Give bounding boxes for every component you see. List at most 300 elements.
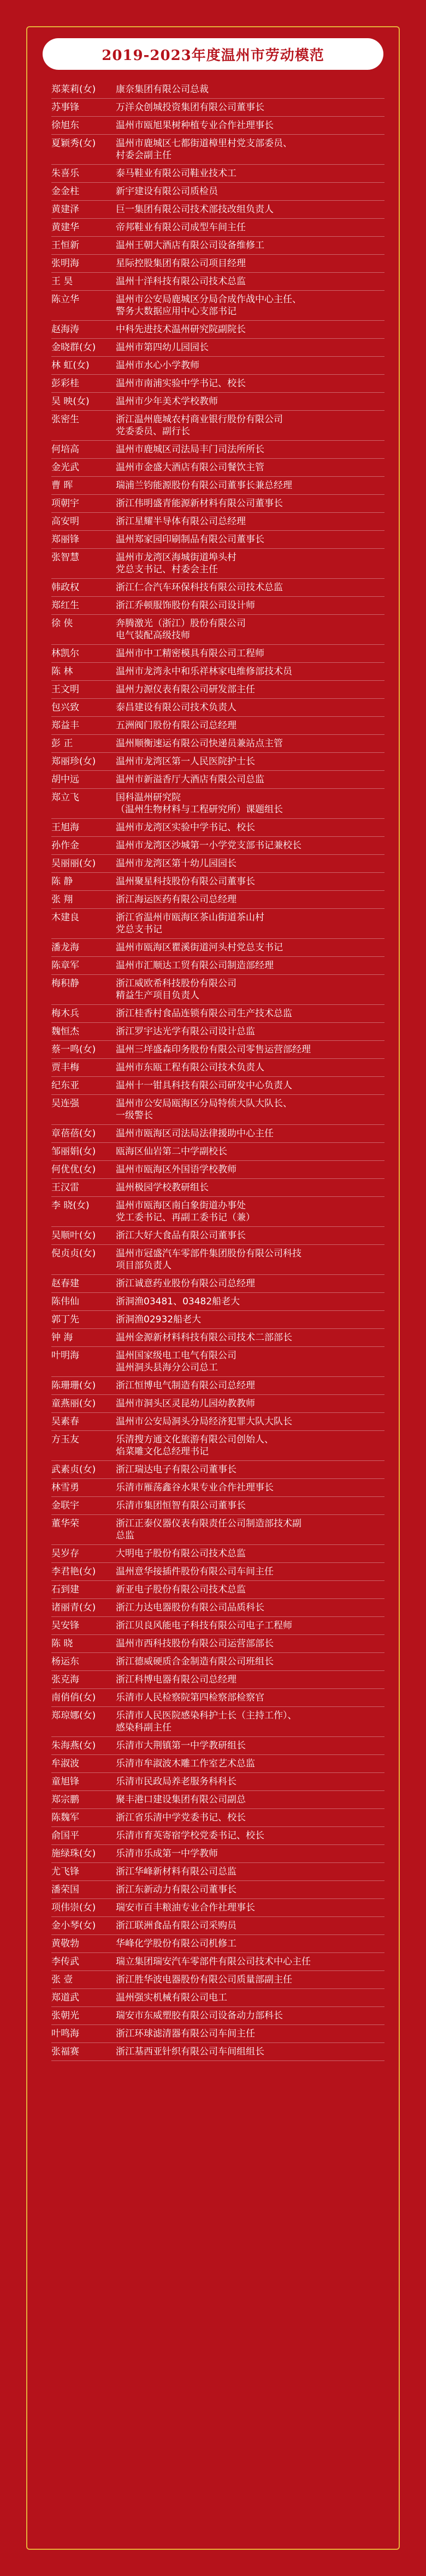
honoree-description [116, 2010, 384, 2022]
honoree-description-line: 奔腾激光（浙江）股份有限公司 [116, 618, 246, 629]
honoree-description-line: 温州市水心小学教师 [116, 360, 199, 371]
honoree-name: 武素贞(女) [51, 1464, 96, 1475]
honoree-description [116, 1278, 384, 1290]
honoree-entry [51, 939, 384, 957]
honoree-name: 曹 晖 [51, 480, 73, 491]
honoree-description [116, 378, 384, 390]
honoree-entry [51, 1095, 384, 1125]
honoree-description-line: 温州市龙湾区实验中学书记、校长 [116, 822, 255, 833]
honoree-description [116, 1956, 384, 1968]
honoree-name: 张克海 [51, 1674, 79, 1685]
honoree-description [116, 1296, 384, 1308]
honoree-name: 俞国平 [51, 1830, 79, 1841]
honoree-description [116, 2028, 384, 2040]
honoree-description [116, 83, 384, 95]
honoree-entry [51, 219, 384, 237]
honoree-entry [51, 135, 384, 165]
honoree-description [116, 1182, 384, 1194]
honoree-description [116, 1794, 384, 1806]
honoree-description-line: 浙江环球滤清器有限公司车间主任 [116, 2028, 255, 2039]
honoree-name: 夏颖秀(女) [51, 138, 96, 149]
honoree-entry [51, 1881, 384, 1899]
honoree-entry [51, 165, 384, 183]
honoree-description [116, 1332, 384, 1344]
honoree-description-line: 瑞安市百丰粮油专业合作社理事长 [116, 1902, 255, 1913]
honoree-entry [51, 255, 384, 273]
honoree-name: 何培高 [51, 444, 79, 455]
honoree-entry [51, 735, 384, 753]
honoree-description-line: 一级警长 [116, 1110, 153, 1121]
honoree-description-line: 温州市瓯旭果树种植专业合作社理事长 [116, 120, 274, 131]
honoree-description-line: 电气装配高级技师 [116, 630, 190, 641]
honoree-name: 金联宇 [51, 1500, 79, 1511]
honoree-description [116, 1620, 384, 1632]
honoree-description-line: 温州市少年美术学校教师 [116, 396, 218, 407]
honoree-name: 郑丽珍(女) [51, 756, 96, 767]
honoree-description-line: 浙江省乐清中学党委书记、校长 [116, 1812, 246, 1823]
honoree-name: 林凯尔 [51, 648, 79, 659]
honoree-entry [51, 1179, 384, 1197]
honoree-name: 梅木兵 [51, 1008, 79, 1019]
honoree-entry [51, 1953, 384, 1971]
honoree-description-line: 五洲阀门股份有限公司总经理 [116, 720, 236, 731]
honoree-description-line: 乐清市雁荡鑫谷水果专业合作社理事长 [116, 1482, 274, 1493]
honoree-description [116, 534, 384, 546]
honoree-description-line: 温州市龙湾区海城街道埠头村 [116, 552, 236, 563]
honoree-entry [51, 2025, 384, 2043]
honoree-description-line: 温州市金盛大酒店有限公司餐饮主管 [116, 462, 264, 473]
honoree-description-line: 温州市洞头区灵昆幼儿园幼教教师 [116, 1398, 255, 1409]
honoree-name: 童燕丽(女) [51, 1398, 96, 1409]
honoree-entry [51, 477, 384, 495]
honoree-description-line: 浙江仁合汽车环保科技有限公司技术总监 [116, 582, 283, 593]
honoree-name: 纪东亚 [51, 1080, 79, 1091]
honoree-description [116, 1248, 384, 1272]
honoree-description-line: 温州聚星科技股份有限公司董事长 [116, 876, 255, 887]
honoree-description-line: 党总支书记、村委会主任 [116, 564, 218, 575]
honoree-entry [51, 1599, 384, 1617]
honoree-description-line: 浙江恒博电气制造有限公司总经理 [116, 1380, 255, 1391]
honoree-description-line: 浙江胜华波电器股份有限公司质量部副主任 [116, 1974, 292, 1985]
honoree-description [116, 1434, 384, 1458]
honoree-name: 张智慧 [51, 552, 79, 563]
honoree-description [116, 396, 384, 408]
honoree-entry [51, 1077, 384, 1095]
honoree-description [116, 257, 384, 269]
honoree-description [116, 600, 384, 612]
honoree-entry [51, 1329, 384, 1347]
honoree-description-line: 温州极园学校教研组长 [116, 1182, 209, 1193]
honoree-description-line: 党总支书记 [116, 924, 162, 935]
honoree-description [116, 1128, 384, 1140]
honoree-name: 金晓群(女) [51, 342, 96, 353]
honoree-description [116, 648, 384, 660]
honoree-entry [51, 1479, 384, 1497]
honoree-description-line: 温州强实机械有限公司电工 [116, 1992, 227, 2003]
honoree-entry [51, 1125, 384, 1143]
honoree-description-line: 温州市新溢香厅大酒店有限公司总监 [116, 774, 264, 785]
honoree-name: 杨运东 [51, 1656, 79, 1667]
honoree-description [116, 684, 384, 696]
honoree-description [116, 239, 384, 251]
honoree-entry [51, 531, 384, 549]
honoree-name: 吴丽丽(女) [51, 858, 96, 869]
honoree-description-line: 温州十一钳具科技有限公司研发中心负责人 [116, 1080, 292, 1091]
honoree-name: 吴 映(女) [51, 396, 90, 407]
honoree-description [116, 1710, 384, 1734]
honoree-description-line: 温州市鹿城区司法局丰门司法所所长 [116, 444, 264, 455]
honoree-name: 叶明海 [51, 1350, 79, 1361]
honoree-description-line: 警务大数据应用中心支部书记 [116, 306, 236, 317]
honoree-description-line: 新亚电子股份有限公司技术总监 [116, 1584, 246, 1595]
honoree-entry [51, 2007, 384, 2025]
honoree-name: 高安明 [51, 516, 79, 527]
honoree-description [116, 1992, 384, 2004]
honoree-description-line: 温州十洋科技有限公司技术总监 [116, 276, 246, 287]
honoree-entry [51, 645, 384, 663]
honoree-description [116, 858, 384, 870]
honoree-description [116, 221, 384, 233]
honoree-description-line: 感染科副主任 [116, 1722, 171, 1733]
honoree-description-line: 乐清市牟淑波木雕工作室艺术总监 [116, 1758, 255, 1769]
honoree-entry [51, 855, 384, 873]
honoree-description-line: 温州国家级电工电气有限公司 [116, 1350, 236, 1361]
honoree-description-line: 温州顺衡速运有限公司快递员兼站点主管 [116, 738, 283, 749]
honoree-description [116, 1008, 384, 1020]
honoree-entry [51, 909, 384, 939]
honoree-name: 项伟崇(女) [51, 1902, 96, 1913]
honoree-name: 张密生 [51, 414, 79, 425]
honoree-entry [51, 1497, 384, 1515]
honoree-description-line: 村委会副主任 [116, 150, 171, 161]
honoree-name: 彭 正 [51, 738, 73, 749]
honoree-description [116, 1812, 384, 1824]
honoree-name: 施绿珠(女) [51, 1848, 96, 1859]
honoree-name: 包兴致 [51, 702, 79, 713]
honoree-description [116, 666, 384, 678]
honoree-name: 潘荣国 [51, 1884, 79, 1895]
honoree-description-line: 温州市公安局洞头分局经济犯罪大队大队长 [116, 1416, 292, 1427]
honoree-entry [51, 1809, 384, 1827]
honoree-description-line: 党委委员、副行长 [116, 426, 190, 437]
honoree-description [116, 1380, 384, 1392]
honoree-description [116, 912, 384, 936]
honoree-description [116, 462, 384, 474]
honoree-description [116, 167, 384, 179]
honoree-description-line: 温州市公安局鹿城区分局合成作战中心主任、 [116, 294, 301, 305]
honoree-description-line: 温州力源仪表有限公司研发部主任 [116, 684, 255, 695]
honoree-entry [51, 681, 384, 699]
honoree-entry [51, 1899, 384, 1917]
honoree-entry [51, 1311, 384, 1329]
honoree-entry [51, 1827, 384, 1845]
honoree-name: 郑丽锋 [51, 534, 79, 545]
honoree-entry [51, 1227, 384, 1245]
honoree-entry [51, 357, 384, 375]
honoree-description-line: 中科先进技术温州研究院副院长 [116, 324, 246, 335]
honoree-name: 梅积静 [51, 978, 79, 989]
honoree-entry [51, 273, 384, 291]
honoree-entry [51, 2043, 384, 2061]
honoree-description [116, 1230, 384, 1242]
honoree-name: 郭丁先 [51, 1314, 79, 1325]
honoree-entry [51, 1935, 384, 1953]
honoree-description-line: 帝邦鞋业有限公司成型车间主任 [116, 222, 246, 233]
honoree-description-line: 浙江诚意药业股份有限公司总经理 [116, 1278, 255, 1289]
honoree-entry [51, 1041, 384, 1059]
honoree-name: 章蓓蓓(女) [51, 1128, 96, 1139]
honoree-name: 苏事锋 [51, 102, 79, 113]
honoree-description-line: 温州市公安局瓯海区分局特侦大队大队长、 [116, 1098, 292, 1109]
honoree-description-line: 浙江贝良风能电子科技有限公司电子工程师 [116, 1620, 292, 1631]
honoree-entry [51, 1461, 384, 1479]
honoree-name: 林 虹(女) [51, 360, 90, 371]
honoree-name: 郑道武 [51, 1992, 79, 2003]
honoree-name: 郑宗鹏 [51, 1794, 79, 1805]
honoree-name: 徐 侠 [51, 618, 73, 629]
honoree-description-line: 温州市西科技股份有限公司运营部部长 [116, 1638, 274, 1649]
honoree-description-line: 乐清市育英寄宿学校党委书记、校长 [116, 1830, 264, 1841]
honoree-name: 倪贞贞(女) [51, 1248, 96, 1259]
honoree-name: 金光武 [51, 462, 79, 473]
honoree-name: 张朝光 [51, 2010, 79, 2021]
honoree-description [116, 1692, 384, 1704]
honoree-description-line: 浙江正泰仪器仪表有限责任公司制造部技术副 [116, 1518, 301, 1529]
honoree-description-line: 温州三垟盛森印务股份有限公司零售运营部经理 [116, 1044, 311, 1055]
honoree-name: 钟 海 [51, 1332, 73, 1343]
honoree-description-line: 浙江伟明盛青能源新材料有限公司董事长 [116, 498, 283, 509]
honoree-name: 王恒新 [51, 240, 79, 251]
honoree-entry [51, 873, 384, 891]
honoree-name: 李君艳(女) [51, 1566, 96, 1577]
honoree-entry [51, 411, 384, 441]
honoree-description [116, 1638, 384, 1650]
honoree-name: 吴素春 [51, 1416, 79, 1427]
honoree-description [116, 1548, 384, 1560]
honoree-name: 蔡一鸣(女) [51, 1044, 96, 1055]
honoree-description [116, 1884, 384, 1896]
honoree-description [116, 1776, 384, 1788]
honoree-entry [51, 1197, 384, 1227]
honoree-description-line: 温州郑家园印刷制品有限公司董事长 [116, 534, 264, 545]
honoree-description [116, 1566, 384, 1578]
honoree-entry [51, 1143, 384, 1161]
honoree-entry [51, 1755, 384, 1773]
honoree-entry [51, 1689, 384, 1707]
honoree-description [116, 1902, 384, 1914]
honoree-entry [51, 1413, 384, 1431]
honoree-entry [51, 699, 384, 717]
honoree-description [116, 1584, 384, 1596]
honoree-name: 贾丰梅 [51, 1062, 79, 1073]
honoree-description [116, 275, 384, 287]
honoree-description [116, 1314, 384, 1326]
honoree-entry [51, 819, 384, 837]
honoree-name: 项朝宇 [51, 498, 79, 509]
honoree-description-line: 浙江桂香村食品连锁有限公司生产技术总监 [116, 1008, 292, 1019]
honoree-description [116, 1098, 384, 1122]
honoree-name: 魏恒杰 [51, 1026, 79, 1037]
honoree-name: 王旭海 [51, 822, 79, 833]
honoree-description-line: 温州市南浦实验中学书记、校长 [116, 378, 246, 389]
honoree-description-line: 浙江东新动力有限公司董事长 [116, 1884, 236, 1895]
honoree-name: 黄建泽 [51, 204, 79, 215]
honoree-name: 叶鸣海 [51, 2028, 79, 2039]
honoree-description-line: 瑞浦兰钧能源股份有限公司董事长兼总经理 [116, 480, 292, 491]
honoree-description-line: 温州市龙湾区沙城第一小学党支部书记兼校长 [116, 840, 301, 851]
honoree-name: 南俏俏(女) [51, 1692, 96, 1703]
honoree-description-line: 浙江温州鹿城农村商业银行股份有限公司 [116, 414, 283, 425]
honoree-description-line: 温州市瓯海区南白象街道办事处 [116, 1200, 246, 1211]
honoree-entry [51, 1917, 384, 1935]
honoree-description-line: 温州市冠盛汽车零部件集团股份有限公司科技 [116, 1248, 301, 1259]
honoree-name: 尤飞锋 [51, 1866, 79, 1877]
honoree-entry [51, 615, 384, 645]
honoree-description-line: 新宇建设有限公司质检员 [116, 186, 218, 197]
honoree-description-line: 浙江海运医药有限公司总经理 [116, 894, 236, 905]
honoree-description-line: 瑞立集团瑞安汽车零部件有限公司技术中心主任 [116, 1956, 311, 1967]
honoree-entry [51, 339, 384, 357]
honoree-name: 郑红生 [51, 600, 79, 611]
honoree-name: 郑琼娜(女) [51, 1710, 96, 1721]
honoree-description-line: 瑞安市东威塑胶有限公司设备动力部科长 [116, 2010, 283, 2021]
honoree-description [116, 1146, 384, 1158]
honoree-name: 赵春建 [51, 1278, 79, 1289]
honoree-description-line: 浙江华峰新材料有限公司总监 [116, 1866, 236, 1877]
honoree-name: 韩政权 [51, 582, 79, 593]
honoree-description [116, 1518, 384, 1542]
honoree-description [116, 444, 384, 456]
honoree-description [116, 1830, 384, 1842]
honoree-description [116, 1920, 384, 1932]
honoree-name: 陈 晓 [51, 1638, 73, 1649]
honoree-description [116, 618, 384, 642]
honoree-description [116, 119, 384, 131]
honoree-entry [51, 1863, 384, 1881]
honoree-name: 陈章军 [51, 960, 79, 971]
honoree-name: 张 翔 [51, 894, 73, 905]
honoree-description [116, 840, 384, 852]
honoree-description [116, 960, 384, 972]
honoree-name: 李传武 [51, 1956, 79, 1967]
honoree-description-line: 温州意华接插件股份有限公司车间主任 [116, 1566, 274, 1577]
honoree-name: 诸丽青(女) [51, 1602, 96, 1613]
honoree-description-line: 温州市瓯海区司法局法律援助中心主任 [116, 1128, 274, 1139]
honoree-description-line: 温州市瓯海区瞿溪街道河头村党总支书记 [116, 942, 283, 953]
honoree-entry [51, 717, 384, 735]
honoree-entry [51, 1515, 384, 1545]
honoree-entry [51, 201, 384, 219]
honoree-description [116, 498, 384, 510]
honoree-description [116, 702, 384, 714]
honoree-description-line: 精益生产项目负责人 [116, 990, 199, 1001]
honoree-description [116, 101, 384, 113]
honoree-entry [51, 753, 384, 771]
honoree-entry [51, 1005, 384, 1023]
honoree-description-line: 浙江科博电器有限公司总经理 [116, 1674, 236, 1685]
honoree-entry [51, 1563, 384, 1581]
honoree-description-line: 国科温州研究院 [116, 792, 181, 803]
honoree-entry [51, 1347, 384, 1377]
honoree-description [116, 480, 384, 492]
honoree-description [116, 774, 384, 786]
honoree-description [116, 1398, 384, 1410]
honoree-entry [51, 1245, 384, 1275]
honoree-description [116, 942, 384, 954]
honoree-description-line: 温州洞头县海分公司总工 [116, 1362, 218, 1373]
honoree-description [116, 1200, 384, 1224]
honoree-name: 吴连强 [51, 1098, 79, 1109]
honoree-description-line: 乐清市大荆镇第一中学教研组长 [116, 1740, 246, 1751]
honoree-entry [51, 1617, 384, 1635]
honoree-name: 王文明 [51, 684, 79, 695]
honoree-name: 彭彩桂 [51, 378, 79, 389]
honoree-description-line: 温州市龙湾区第十幼儿园园长 [116, 858, 236, 869]
honoree-description [116, 894, 384, 906]
honoree-description-line: 浙江星耀半导体有限公司总经理 [116, 516, 246, 527]
honoree-description [116, 1656, 384, 1668]
honoree-name: 黄敬勃 [51, 1938, 79, 1949]
honoree-description [116, 720, 384, 732]
honoree-entry [51, 1737, 384, 1755]
honoree-description [116, 1416, 384, 1428]
honoree-name: 张 壹 [51, 1974, 73, 1985]
honoree-description-line: 浙江德威硬质合金制造有限公司班组长 [116, 1656, 274, 1667]
honoree-entry [51, 1545, 384, 1563]
honoree-description [116, 342, 384, 354]
honoree-name: 金小琴(女) [51, 1920, 96, 1931]
honoree-description-line: 泰昌建设有限公司技术负责人 [116, 702, 236, 713]
honoree-name: 黄建华 [51, 222, 79, 233]
honoree-description-line: 总监 [116, 1530, 134, 1541]
honoree-description [116, 137, 384, 161]
honoree-entry [51, 1671, 384, 1689]
honoree-description-line: 温州市龙湾区第一人民医院护士长 [116, 756, 255, 767]
honoree-name: 石到建 [51, 1584, 79, 1595]
honoree-description [116, 1938, 384, 1950]
honoree-entry [51, 81, 384, 99]
honoree-description-line: 温州王朝大酒店有限公司设备维修工 [116, 240, 264, 251]
honoree-description [116, 1758, 384, 1770]
honoree-entry [51, 291, 384, 321]
honoree-name: 王 昊 [51, 276, 73, 287]
honoree-description-line: 温州市瓯海区外国语学校教师 [116, 1164, 236, 1175]
honoree-description-line: 泰马鞋业有限公司鞋业技术工 [116, 168, 236, 179]
honoree-description-line: 浙江联洲食品有限公司采购员 [116, 1920, 236, 1931]
honoree-description-line: 温州金源新材料科技有限公司技术二部部长 [116, 1332, 292, 1343]
honoree-name: 陈 静 [51, 876, 73, 887]
honoree-entry [51, 183, 384, 201]
honoree-entry [51, 1653, 384, 1671]
honoree-entry [51, 771, 384, 789]
honoree-description [116, 1350, 384, 1374]
honoree-description [116, 1164, 384, 1176]
honoree-list [51, 81, 384, 2061]
honoree-description [116, 1464, 384, 1476]
honoree-entry [51, 375, 384, 393]
honoree-description-line: 乐清市民政局养老服务科科长 [116, 1776, 236, 1787]
honoree-name: 吴安锋 [51, 1620, 79, 1631]
honoree-name: 郑立飞 [51, 792, 79, 803]
page-title: 2019-2023年度温州市劳动模范 [102, 47, 324, 64]
honoree-description-line: 浙江威欧希科技股份有限公司 [116, 978, 236, 989]
honoree-description-line: 瓯海区仙岩第二中学副校长 [116, 1146, 227, 1157]
honoree-name: 胡中远 [51, 774, 79, 785]
honoree-name: 金金柱 [51, 186, 79, 197]
honoree-description-line: 乐清市乐成第一中学教师 [116, 1848, 218, 1859]
honoree-description [116, 876, 384, 888]
honoree-description-line: 温州市鹿城区七都街道樟里村党支部委员、 [116, 138, 292, 149]
